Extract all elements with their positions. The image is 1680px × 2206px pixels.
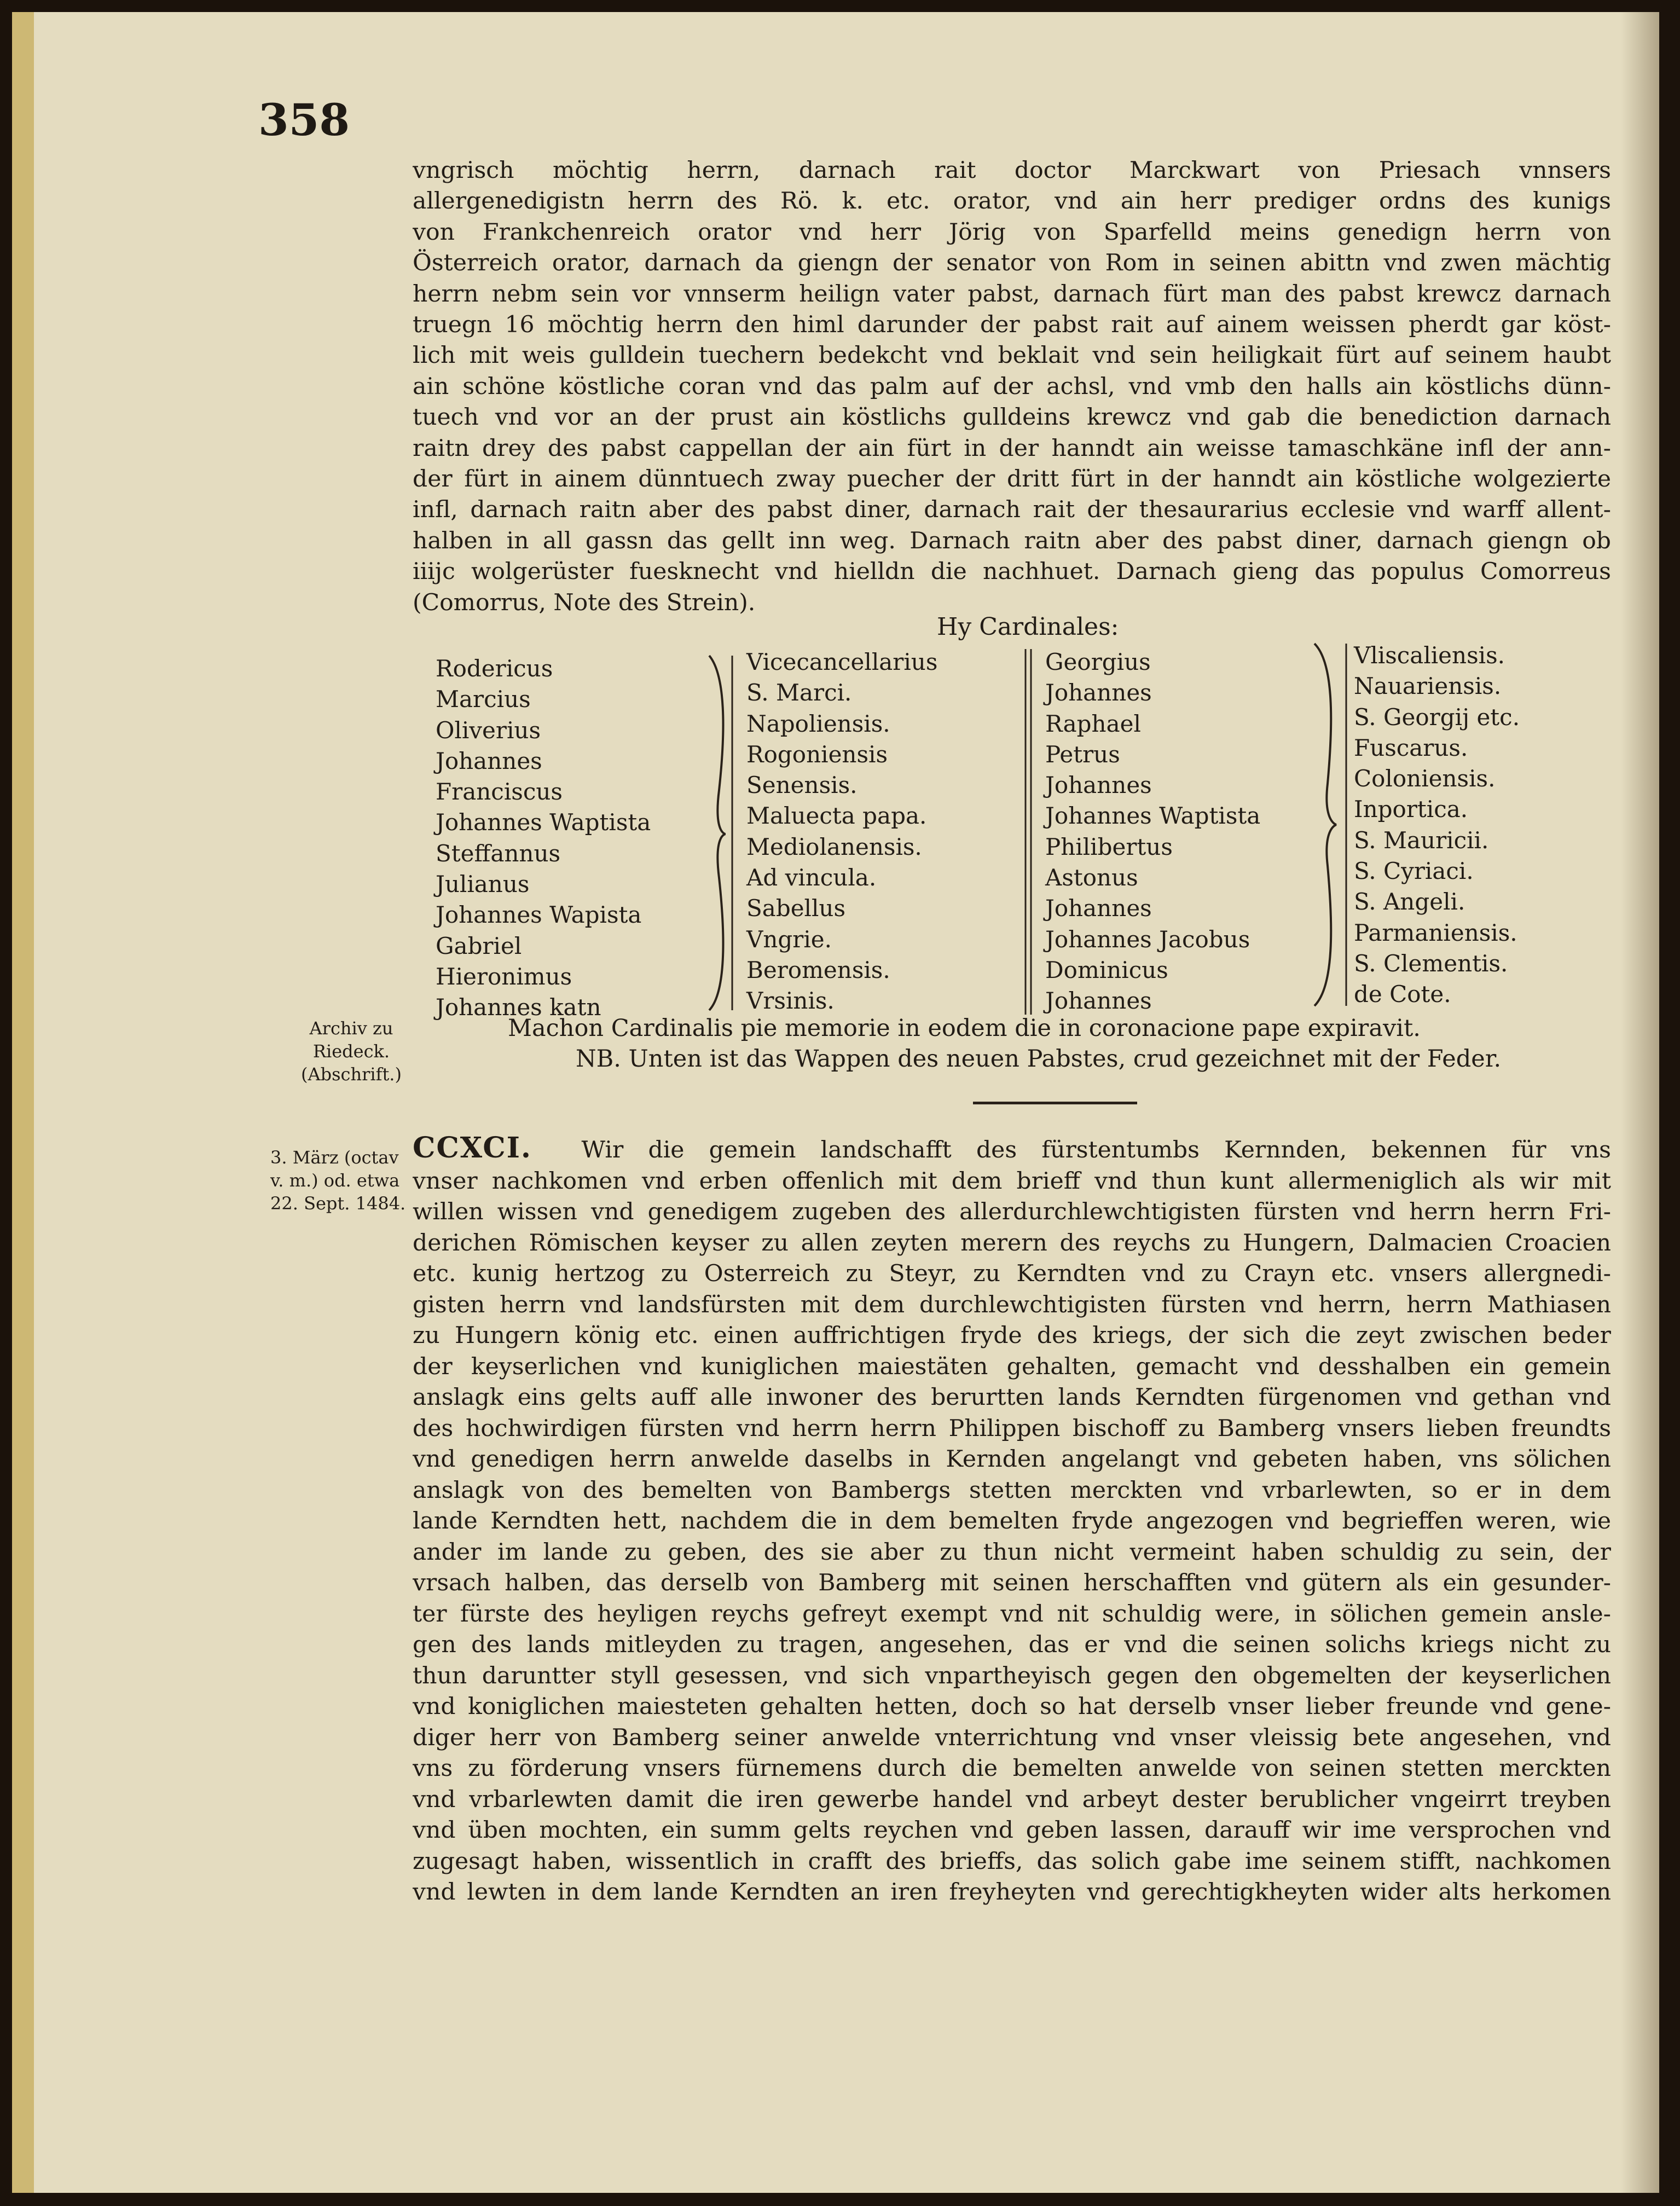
text-line: anslagk eins gelts auff alle inwoner des berurtten lands Kerndten fürgenomen vnd gethan vnd — [413, 1384, 1611, 1411]
date-margin-note — [270, 1146, 429, 1215]
archive-note-line: Archiv zu — [309, 1018, 393, 1039]
text-line: vrsach halben, das derselb von Bamberg mit seinen herschafften vnd gütern als ein gesunder- — [413, 1570, 1611, 1596]
text-line: zugesagt haben, wissentlich in crafft des brieffs, das solich gabe ime seinem stifft, nachkomen — [413, 1848, 1611, 1875]
text-line: Österreich orator, darnach da giengn der senator von Rom in seinen abittn vnd zwen mächtig — [413, 250, 1611, 277]
text-line: vnd lewten in dem lande Kerndten an iren freyheyten vnd gerechtigkheyten wider alts herkomen — [413, 1879, 1611, 1906]
cardinal-title: Maluecta papa. — [746, 802, 927, 830]
text-line: halben in all gassn das gellt inn weg. Darnach raitn aber des pabst diner, darnach giengn ob — [413, 527, 1611, 554]
cardinal-name: Johannes — [1045, 772, 1152, 799]
closing-line-2: NB. Unten ist das Wappen des neuen Pabstes, crud gezeichnet mit der Feder. — [576, 1045, 1502, 1073]
cardinal-name: Johannes Wapista — [436, 901, 642, 929]
text-line: zu Hungern könig etc. einen auffrichtigen fryde des kriegs, der sich die zeyt zwischen beder — [413, 1322, 1611, 1349]
text-line: tuech vnd vor an der prust ain köstlichs gulldeins krewcz vnd gab die benediction darnach — [413, 404, 1611, 431]
cardinal-name: Johannes Jacobus — [1045, 925, 1250, 953]
text-line: ter fürste des heyligen reychs gefreyt exempt vnd nit schuldig were, in sölichen gemein ansle- — [413, 1600, 1611, 1628]
brace-right — [1312, 641, 1351, 1008]
cardinal-name: Raphael — [1045, 710, 1141, 737]
cardinal-title: S. Angeli. — [1354, 888, 1465, 916]
text-line: der keyserlichen vnd kuniglichen maiestäten gehalten, gemacht vnd desshalben ein gemein — [413, 1353, 1611, 1380]
text-line: allergenedigistn herrn des Rö. k. etc. orator, vnd ain herr prediger ordns des kunigs — [413, 188, 1611, 215]
document-first-line-text: Wir die gemein landschafft des fürstentumbs Kernnden, bekennen für vns — [581, 1137, 1611, 1163]
brace-left — [704, 653, 737, 1012]
cardinal-title: Rogoniensis — [746, 740, 888, 768]
text-line: raitn drey des pabst cappellan der ain fürt in der hanndt ain weisse tamaschkäne infl der ann- — [413, 435, 1611, 462]
text-line: lich mit weis gulldein tuechern bedekcht vnd beklait vnd sein heiligkait fürt auf seinem haubt — [413, 342, 1611, 369]
book-page — [12, 12, 1659, 2193]
text-line: (Comorrus, Note des Strein). — [413, 589, 756, 616]
intro-paragraph — [413, 155, 1611, 618]
cardinal-name: Franciscus — [436, 778, 563, 806]
text-line: derichen Römischen keyser zu allen zeyten merern des reychs zu Hungern, Dalmacien Croacien — [413, 1229, 1611, 1257]
text-line: ander im lande zu geben, des sie aber zu thun nicht vermeint haben schuldig zu sein, der — [413, 1538, 1611, 1566]
date-note-line: v. m.) od. etwa — [270, 1170, 400, 1191]
text-line: vnd üben mochten, ein summ gelts reychen vnd geben lassen, darauff wir ime versprochen vnd — [413, 1817, 1611, 1844]
text-line: ain schöne köstliche coran vnd das palm auf der achsl, vnd vmb den halls ain köstlichs dünn- — [413, 373, 1611, 400]
cardinal-title: Nauariensis. — [1354, 673, 1502, 700]
date-note-line: 3. März (octav — [270, 1147, 399, 1168]
text-line: lande Kerndten hett, nachdem die in dem bemelten fryde angezogen vnd begrieffen weren, wie — [413, 1508, 1611, 1535]
text-line: gisten herrn vnd landsfürsten mit dem durchlewchtigisten fürsten vnd herrn, herrn Mathiasen — [413, 1291, 1611, 1318]
double-rule — [1023, 649, 1034, 1015]
cardinal-title: Parmaniensis. — [1354, 919, 1517, 946]
cardinal-name: Astonus — [1045, 864, 1138, 891]
text-line: iiijc wolgerüster fuesknecht vnd hielldn die nachhuet. Darnach gieng das populus Comorreus — [413, 558, 1611, 586]
date-note-line: 22. Sept. 1484. — [270, 1193, 406, 1214]
cardinal-title: Coloniensis. — [1354, 765, 1496, 792]
closing-line-1: Machon Cardinalis pie memorie in eodem die in coronacione pape expiravit. — [508, 1015, 1421, 1042]
text-line: willen wissen vnd genedigem zugeben des allerdurchlewchtigisten fürsten vnd herrn herrn Fri- — [413, 1198, 1611, 1225]
cardinal-title: Inportica. — [1354, 796, 1468, 823]
cardinal-title: S. Cyriaci. — [1354, 858, 1474, 885]
cardinal-name: Johannes — [1045, 679, 1152, 707]
text-line: truegn 16 möchtig herrn den himl darunder der pabst rait auf ainem weissen pherdt gar köst- — [413, 311, 1611, 339]
cardinal-titles-right — [1354, 640, 1520, 1010]
cardinal-title: Vliscaliensis. — [1354, 642, 1505, 669]
cardinal-title: Fuscarus. — [1354, 734, 1468, 761]
cardinal-title: Ad vincula. — [746, 864, 877, 891]
text-line: des hochwirdigen fürsten vnd herrn herrn Philippen bischoff zu Bamberg vnsers lieben freundts — [413, 1415, 1611, 1442]
cardinal-title: Vngrie. — [746, 925, 832, 953]
cardinal-names-left — [436, 653, 651, 1023]
cardinal-name: Johannes — [1045, 895, 1152, 922]
cardinal-name: Marcius — [436, 686, 531, 713]
archive-margin-note — [297, 1017, 406, 1086]
cardinal-title: S. Marci. — [746, 679, 852, 707]
cardinal-title: de Cote. — [1354, 981, 1451, 1008]
cardinal-name: Georgius — [1045, 649, 1151, 675]
cardinal-title: Sabellus — [746, 895, 846, 922]
text-line: vngrisch möchtig herrn, darnach rait doctor Marckwart von Priesach vnnsers — [413, 157, 1611, 184]
document-ccxci — [413, 1133, 1611, 1908]
text-line: etc. kunig hertzog zu Osterreich zu Steyr, zu Kerndten vnd zu Crayn etc. vnsers allergnedi- — [413, 1260, 1611, 1287]
text-line: diger herr von Bamberg seiner anwelde vnterrichtung vnd vnser vleissig bete angesehen, vnd — [413, 1724, 1611, 1751]
text-line: vns zu förderung vnsers fürnemens durch die bemelten anwelde von seinen stetten merckten — [413, 1755, 1611, 1782]
text-line: anslagk von des bemelten von Bambergs stetten merckten vnd vrbarlewten, so er in dem — [413, 1477, 1611, 1504]
text-line: vnd koniglichen maiesteten gehalten hetten, doch so hat derselb vnser lieber freunde vnd gene- — [413, 1693, 1611, 1720]
page-number: 358 — [258, 94, 350, 146]
archive-note-line: (Abschrift.) — [301, 1064, 402, 1085]
cardinal-name: Rodericus — [436, 655, 553, 682]
cardinal-title: Mediolanensis. — [746, 833, 922, 860]
cardinal-names-right — [1045, 647, 1260, 1017]
cardinal-title: S. Mauricii. — [1354, 826, 1489, 854]
archive-note-line: Riedeck. — [312, 1041, 390, 1062]
cardinal-name: Gabriel — [436, 932, 522, 959]
cardinal-title: Vicecancellarius — [746, 649, 938, 675]
cardinal-name: Hieronimus — [436, 963, 572, 990]
cardinal-title: Beromensis. — [746, 956, 890, 983]
text-line: herrn nebm sein vor vnnserm heilign vater pabst, darnach fürt man des pabst krewcz darnach — [413, 280, 1611, 308]
text-line: vnd genedigen herrn anwelde daselbs in Kernden angelangt vnd gebeten haben, vns sölichen — [413, 1446, 1611, 1473]
cardinal-name: Oliverius — [436, 716, 541, 744]
cardinal-title: S. Clementis. — [1354, 949, 1508, 977]
cardinal-name: Johannes — [1045, 987, 1152, 1015]
section-divider — [973, 1102, 1137, 1104]
cardinal-title: Senensis. — [746, 772, 858, 799]
text-line: von Frankchenreich orator vnd herr Jörig von Sparfelld meins genedign herrn von — [413, 218, 1611, 246]
document-number: CCXCI. — [413, 1133, 532, 1165]
text-line: gen des lands mitleyden zu tragen, angesehen, das er vnd die seinen solichs kriegs nicht zu — [413, 1631, 1611, 1658]
text-line: thun daruntter styll gesessen, vnd sich vnpartheyisch gegen den obgemelten der keyserlichen — [413, 1662, 1611, 1689]
cardinal-name: Steffannus — [436, 839, 561, 867]
cardinal-name: Johannes — [436, 747, 542, 774]
cardinal-name: Dominicus — [1045, 956, 1168, 983]
cardinal-title: S. Georgij etc. — [1354, 703, 1520, 731]
cardinal-name: Johannes Waptista — [1045, 802, 1261, 830]
text-line: der fürt in ainem dünntuech zway puecher der dritt fürt in der hanndt ain köstliche wolgezierte — [413, 466, 1611, 493]
text-line: vnser nachkomen vnd erben offenlich mit dem brieff vnd thun kunt allermeniglich als wir mit — [413, 1167, 1611, 1195]
cardinal-title: Vrsinis. — [746, 987, 835, 1015]
text-line: vnd vrbarlewten damit die iren gewerbe handel vnd arbeyt dester berublicher vngeirrt treyben — [413, 1786, 1611, 1813]
cardinal-name: Johannes Waptista — [436, 809, 651, 836]
cardinal-name: Julianus — [436, 871, 530, 898]
cardinal-name: Philibertus — [1045, 833, 1173, 860]
cardinals-heading: Hy Cardinales: — [937, 613, 1119, 641]
cardinal-title: Napoliensis. — [746, 710, 890, 737]
cardinal-name: Petrus — [1045, 740, 1120, 768]
cardinal-titles-left — [746, 647, 937, 1017]
document-first-line — [413, 1133, 1611, 1166]
text-line: infl, darnach raitn aber des pabst diner, darnach rait der thesaurarius ecclesie vnd warff allent- — [413, 496, 1611, 524]
cardinal-name: Johannes katn — [436, 994, 601, 1021]
